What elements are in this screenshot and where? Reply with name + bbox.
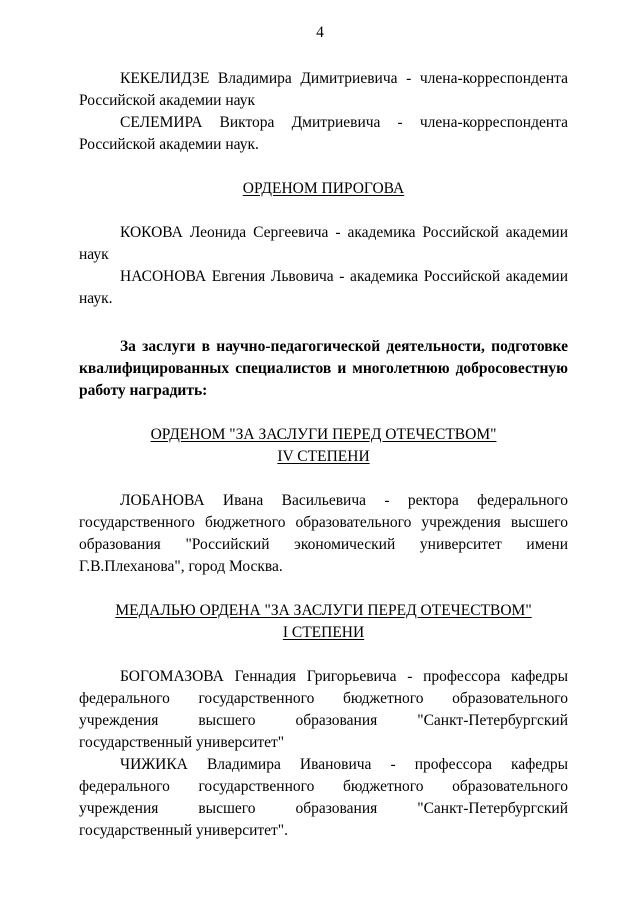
- award-entry-bogomazov: БОГОМАЗОВА Геннадия Григорьевича - профессора кафедры федерального государственного бюджетного образовательного учреждения высшего образования "Санкт-Петербургский государственный университет": [79, 668, 568, 751]
- section-heading-medal-line1: МЕДАЛЬЮ ОРДЕНА "ЗА ЗАСЛУГИ ПЕРЕД ОТЕЧЕСТВОМ": [115, 602, 532, 619]
- award-entry-kekelidze: КЕКЕЛИДЗЕ Владимира Димитриевича - члена-корреспондента Российской академии наук: [79, 70, 568, 109]
- section-heading-order-merit-line2: IV СТЕПЕНИ: [277, 448, 370, 465]
- award-entry-lobanov: ЛОБАНОВА Ивана Васильевича - ректора федерального государственного бюджетного образовательного учреждения высшего образования "Российский экономический университет имени Г.В.Плеханова", город Москва.: [79, 492, 568, 575]
- section-heading-order-merit-line1: ОРДЕНОМ "ЗА ЗАСЛУГИ ПЕРЕД ОТЕЧЕСТВОМ": [150, 426, 497, 443]
- award-entry-nasonov: НАСОНОВА Евгения Львовича - академика Российской академии наук.: [79, 268, 568, 307]
- document-body: [79, 68, 568, 842]
- page-number: 4: [316, 24, 324, 41]
- section-heading-pirogov-order: ОРДЕНОМ ПИРОГОВА: [242, 180, 405, 197]
- award-entry-selemir: СЕЛЕМИРА Виктора Дмитриевича - члена-корреспондента Российской академии наук.: [79, 114, 568, 153]
- award-entry-chizhik: ЧИЖИКА Владимира Ивановича - профессора кафедры федерального государственного бюджетного образовательного учреждения высшего образования "Санкт-Петербургский государственный университет".: [79, 756, 568, 839]
- section-heading-medal-line2: I СТЕПЕНИ: [282, 624, 365, 641]
- award-decree-statement: За заслуги в научно-педагогической деятельности, подготовке квалифицированных специалистов и многолетнюю добросовестную работу наградить:: [79, 338, 568, 399]
- award-entry-kokov: КОКОВА Леонида Сергеевича - академика Российской академии наук: [79, 224, 568, 263]
